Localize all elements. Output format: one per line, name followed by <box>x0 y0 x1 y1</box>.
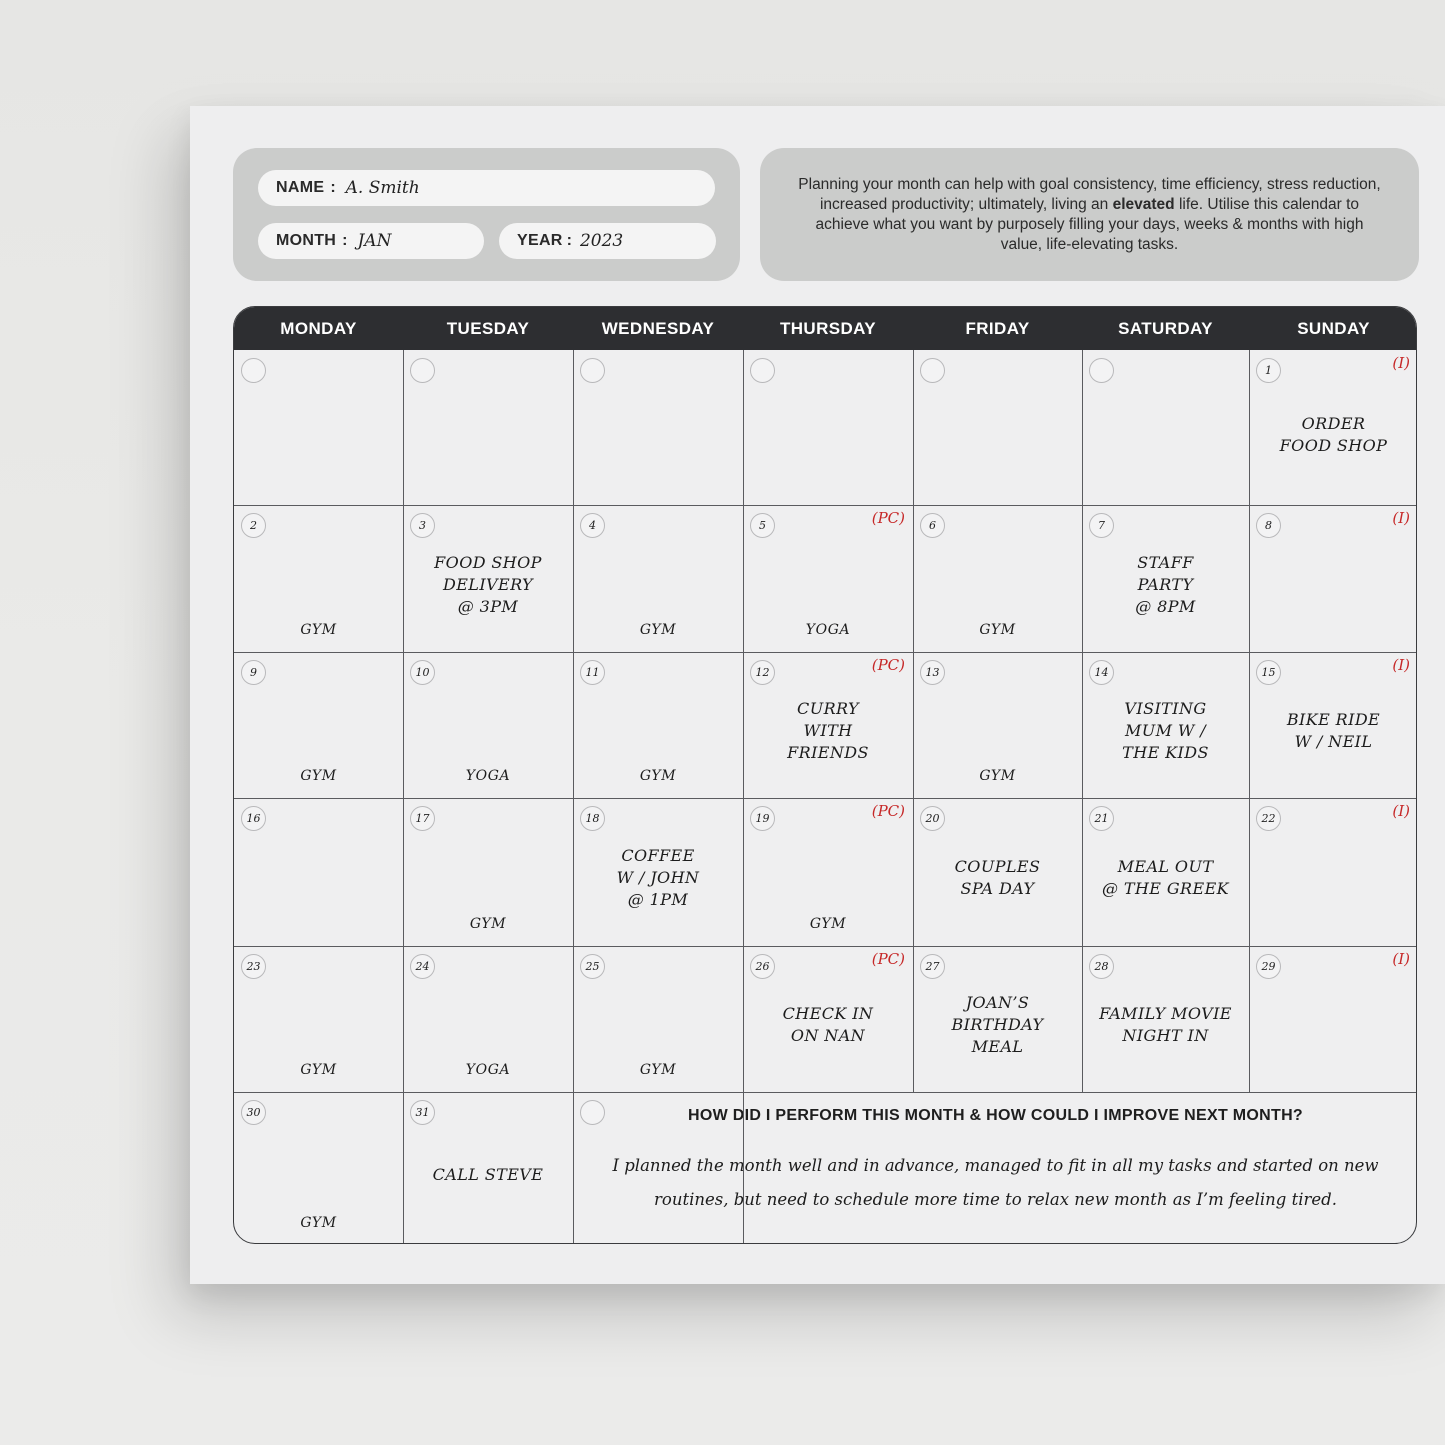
day-cell-empty[interactable] <box>1082 350 1249 505</box>
day-cell-12[interactable] <box>743 652 913 798</box>
routine-note: GYM <box>300 1215 337 1231</box>
routine-note: GYM <box>809 916 847 932</box>
day-cell-2[interactable] <box>234 505 403 652</box>
day-cell-14[interactable] <box>1082 652 1249 798</box>
name-label: NAME <box>276 179 325 196</box>
month-separator: : <box>342 232 348 249</box>
date-circle: 14 <box>1089 660 1114 685</box>
month-label: MONTH <box>276 232 337 249</box>
event-note: CHECK IN ON NAN <box>782 1004 874 1045</box>
day-cell-27[interactable] <box>913 946 1082 1092</box>
day-cell-10[interactable] <box>403 652 573 798</box>
day-cell-empty[interactable] <box>234 350 403 505</box>
routine-note: GYM <box>469 916 507 932</box>
date-circle: 18 <box>580 806 605 831</box>
day-cell-6[interactable] <box>913 505 1082 652</box>
date-circle: 9 <box>241 660 266 685</box>
routine-note: GYM <box>979 768 1016 784</box>
date-circle: 27 <box>920 954 945 979</box>
category-tag: (PC) <box>871 656 905 674</box>
event-note: JOAN’S BIRTHDAY MEAL <box>951 993 1044 1056</box>
category-tag: (I) <box>1392 509 1410 527</box>
weekday-friday: FRIDAY <box>965 319 1030 338</box>
date-circle: 29 <box>1256 954 1281 979</box>
year-field[interactable] <box>499 223 716 259</box>
day-cell-empty[interactable] <box>743 350 913 505</box>
date-circle: 8 <box>1256 513 1281 538</box>
year-value: 2023 <box>579 231 624 251</box>
date-circle: 4 <box>580 513 605 538</box>
intro-text <box>760 148 1419 281</box>
weekday-wednesday: WEDNESDAY <box>601 319 715 338</box>
date-circle: 21 <box>1089 806 1114 831</box>
review-circle <box>580 1100 605 1125</box>
date-circle: 22 <box>1256 806 1281 831</box>
routine-note: GYM <box>300 1062 337 1078</box>
day-cell-empty[interactable] <box>403 350 573 505</box>
date-circle: 7 <box>1089 513 1114 538</box>
date-circle: 20 <box>920 806 945 831</box>
date-circle: 13 <box>920 660 945 685</box>
date-circle <box>750 358 775 383</box>
weekday-sunday: SUNDAY <box>1297 319 1370 338</box>
weekday-tuesday: TUESDAY <box>446 319 530 338</box>
date-circle <box>241 358 266 383</box>
review-question: HOW DID I PERFORM THIS MONTH & HOW COULD I IMPROVE NEXT MONTH? <box>687 1107 1304 1124</box>
day-cell-7[interactable] <box>1082 505 1249 652</box>
date-circle: 11 <box>580 660 605 685</box>
event-note: MEAL OUT @ THE GREEK <box>1101 857 1230 898</box>
day-cell-15[interactable] <box>1249 652 1417 798</box>
day-cell-9[interactable] <box>234 652 403 798</box>
category-tag: (I) <box>1392 950 1410 968</box>
date-circle: 16 <box>241 806 266 831</box>
event-note: COUPLES SPA DAY <box>954 857 1041 898</box>
date-circle <box>580 358 605 383</box>
intro-text-part2: life. Utilise this calendar to achieve what you want by purposely filling your days, weeks & months with high value, life-elevating tasks. <box>815 195 1364 253</box>
day-cell-28[interactable] <box>1082 946 1249 1092</box>
routine-note: YOGA <box>465 768 511 784</box>
routine-note: YOGA <box>805 622 851 638</box>
category-tag: (PC) <box>871 802 905 820</box>
day-cell-26[interactable] <box>743 946 913 1092</box>
date-circle: 10 <box>410 660 435 685</box>
day-cell-20[interactable] <box>913 798 1082 946</box>
category-tag: (PC) <box>871 950 905 968</box>
day-cell-19[interactable] <box>743 798 913 946</box>
event-note: FAMILY MOVIE NIGHT IN <box>1099 1004 1232 1045</box>
date-circle: 19 <box>750 806 775 831</box>
date-circle: 28 <box>1089 954 1114 979</box>
name-separator: : <box>330 179 336 196</box>
date-circle <box>410 358 435 383</box>
year-label: YEAR <box>517 232 563 249</box>
date-circle: 24 <box>410 954 435 979</box>
date-circle: 12 <box>750 660 775 685</box>
date-circle: 5 <box>750 513 775 538</box>
event-note: COFFEE W / JOHN @ 1PM <box>616 846 700 909</box>
date-circle: 25 <box>580 954 605 979</box>
category-tag: (I) <box>1392 656 1410 674</box>
day-cell-29[interactable] <box>1249 946 1417 1092</box>
day-cell-4[interactable] <box>573 505 743 652</box>
weekday-saturday: SATURDAY <box>1118 319 1213 338</box>
date-circle: 1 <box>1256 358 1281 383</box>
weekday-header <box>234 307 1416 350</box>
name-value: A. Smith <box>345 178 420 198</box>
routine-note: GYM <box>300 768 337 784</box>
date-circle <box>920 358 945 383</box>
date-circle: 17 <box>410 806 435 831</box>
day-cell-3[interactable] <box>403 505 573 652</box>
name-field[interactable] <box>258 170 715 206</box>
date-circle: 30 <box>241 1100 266 1125</box>
routine-note: GYM <box>979 622 1016 638</box>
day-cell-11[interactable] <box>573 652 743 798</box>
day-cell-31[interactable] <box>403 1092 573 1244</box>
day-cell-17[interactable] <box>403 798 573 946</box>
category-tag: (PC) <box>871 509 905 527</box>
routine-note: GYM <box>300 622 337 638</box>
intro-text-part1: Planning your month can help with goal consistency, time efficiency, stress reduction, increased productivity; ultimately, living an <box>798 175 1381 213</box>
date-circle: 3 <box>410 513 435 538</box>
intro-text-bold: elevated <box>1112 195 1175 213</box>
day-cell-30[interactable] <box>234 1092 403 1244</box>
review-answer[interactable]: I planned the month well and in advance, managed to fit in all my tasks and started on new routines, but need to schedule more time to relax new month as I’m feeling tired. <box>612 1156 1379 1209</box>
date-circle: 26 <box>750 954 775 979</box>
day-cell-13[interactable] <box>913 652 1082 798</box>
event-note: ORDER FOOD SHOP <box>1279 414 1388 455</box>
day-cell-22[interactable] <box>1249 798 1417 946</box>
day-cell-25[interactable] <box>573 946 743 1092</box>
calendar-grid <box>233 306 1417 1244</box>
date-circle: 2 <box>241 513 266 538</box>
date-circle: 23 <box>241 954 266 979</box>
event-note: CURRY WITH FRIENDS <box>787 699 869 762</box>
routine-note: GYM <box>639 1062 677 1078</box>
event-note: CALL STEVE <box>432 1164 544 1184</box>
month-field[interactable] <box>258 223 484 259</box>
event-note: VISITING MUM W / THE KIDS <box>1122 699 1209 762</box>
category-tag: (I) <box>1392 354 1410 372</box>
day-cell-18[interactable] <box>573 798 743 946</box>
routine-note: YOGA <box>465 1062 511 1078</box>
date-circle <box>1089 358 1114 383</box>
day-cell-empty[interactable] <box>573 350 743 505</box>
weekday-thursday: THURSDAY <box>779 319 877 338</box>
routine-note: GYM <box>639 768 677 784</box>
event-note: FOOD SHOP DELIVERY @ 3PM <box>434 552 542 616</box>
date-circle: 31 <box>410 1100 435 1125</box>
day-cell-1[interactable] <box>1249 350 1417 505</box>
day-cell-8[interactable] <box>1249 505 1417 652</box>
day-cell-16[interactable] <box>234 798 403 946</box>
year-separator: : <box>566 232 572 249</box>
date-circle: 6 <box>920 513 945 538</box>
routine-note: GYM <box>639 622 677 638</box>
date-circle: 15 <box>1256 660 1281 685</box>
category-tag: (I) <box>1392 802 1410 820</box>
day-cell-23[interactable] <box>234 946 403 1092</box>
day-cell-empty[interactable] <box>913 350 1082 505</box>
weekday-monday: MONDAY <box>280 319 357 338</box>
month-value: JAN <box>357 231 392 251</box>
event-note: BIKE RIDE W / NEIL <box>1286 710 1381 751</box>
day-cell-5[interactable] <box>743 505 913 652</box>
day-cell-21[interactable] <box>1082 798 1249 946</box>
day-cell-24[interactable] <box>403 946 573 1092</box>
event-note: STAFF PARTY @ 8PM <box>1135 552 1196 616</box>
details-panel <box>233 148 740 281</box>
